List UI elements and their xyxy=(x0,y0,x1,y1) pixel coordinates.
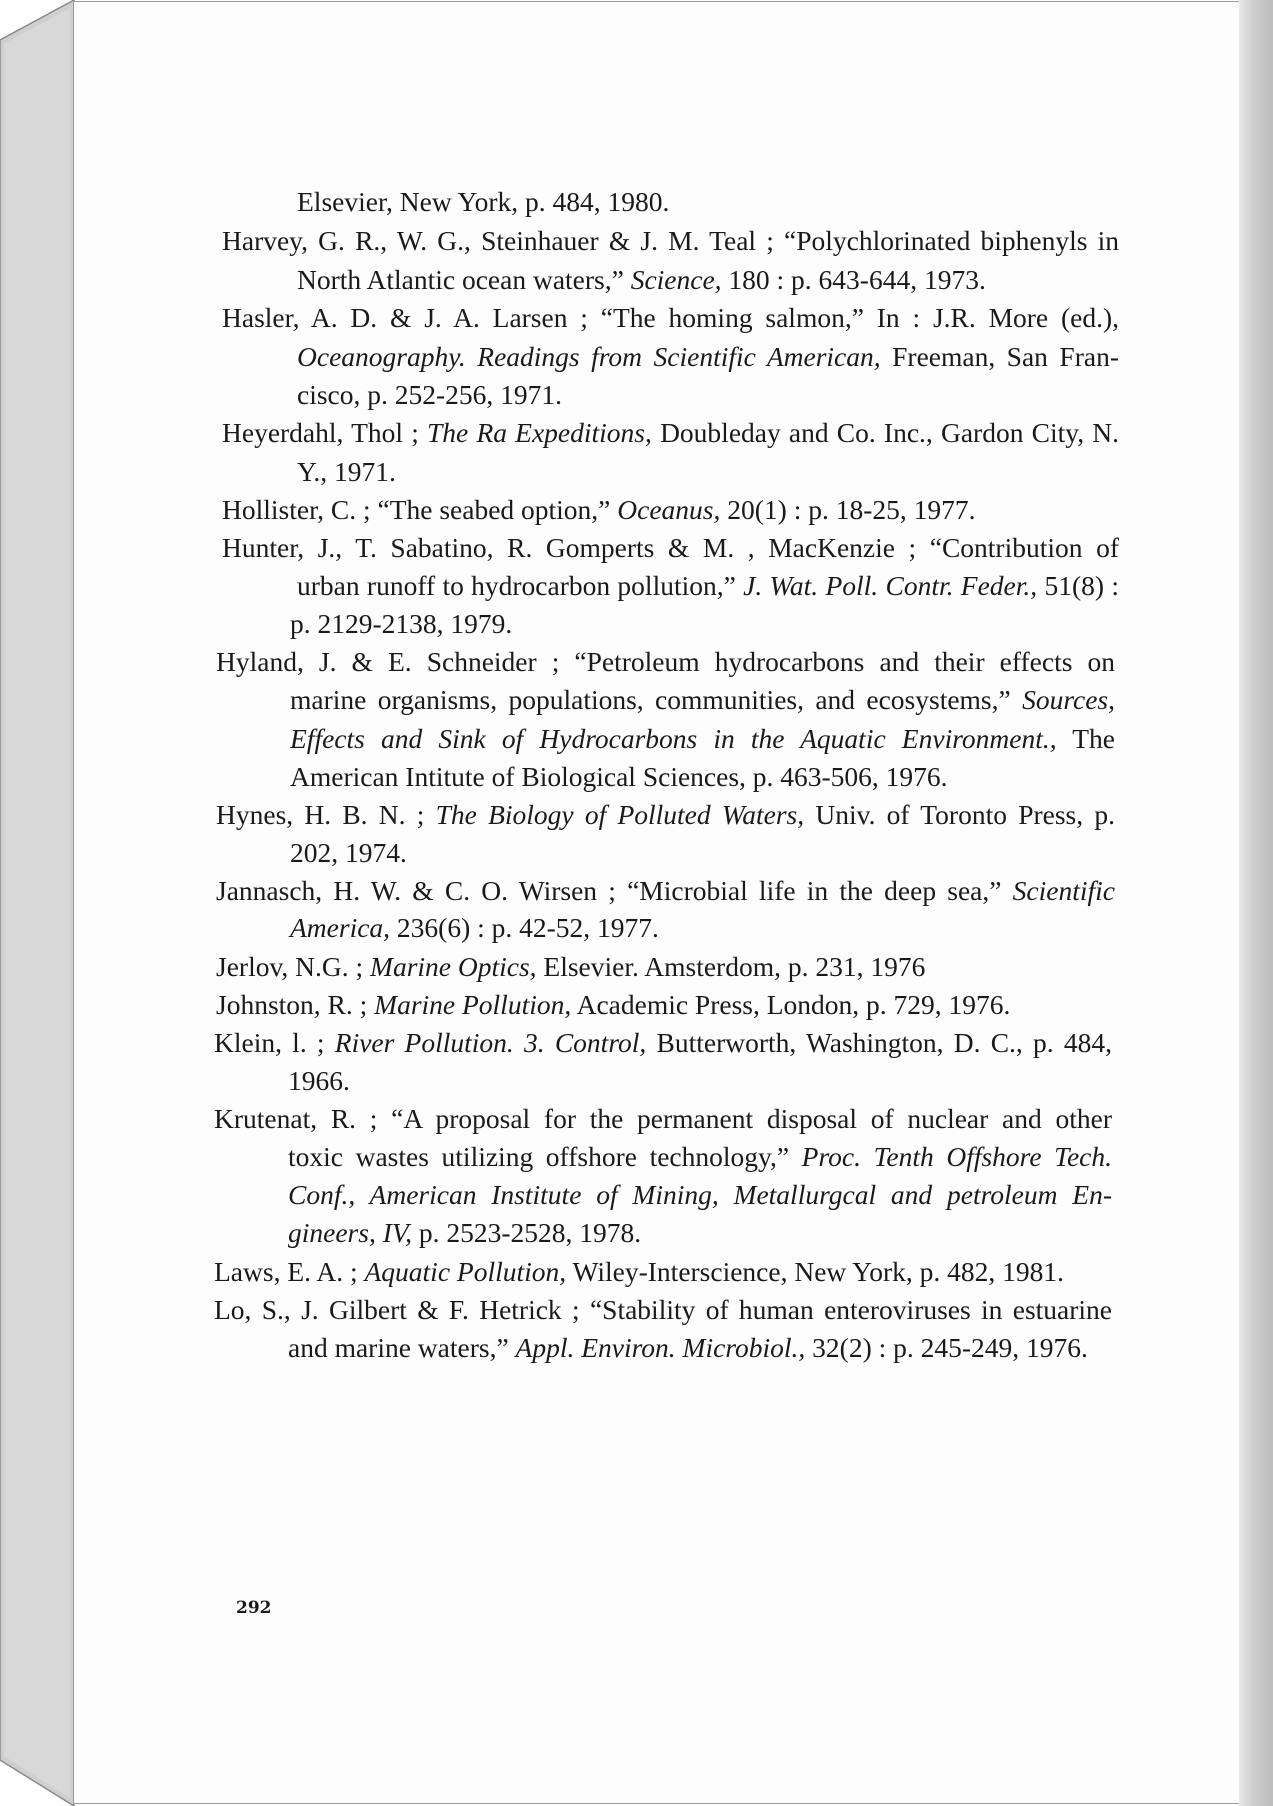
reference-line xyxy=(222,417,1119,453)
reference-text: Doubleday and Co. Inc., Gardon City, N. xyxy=(651,417,1119,448)
reference-italic-text: Oceanography. Readings from Scientific American, xyxy=(297,341,881,372)
reference-line xyxy=(216,951,925,983)
reference-text: Elsevier, New York, p. 484, 1980. xyxy=(297,186,670,217)
reference-text: Laws, E. A. ; xyxy=(214,1256,365,1287)
reference-text: cisco, p. 252-256, 1971. xyxy=(297,379,563,410)
reference-line xyxy=(290,912,659,944)
reference-text: Freeman, San Fran- xyxy=(880,341,1119,372)
reference-text: North Atlantic ocean waters,” xyxy=(297,264,631,295)
reference-line xyxy=(214,1294,1112,1330)
reference-line xyxy=(222,494,976,526)
reference-text: marine organisms, populations, communities, and ecosystems,” xyxy=(290,684,1023,715)
reference-line xyxy=(288,1179,1112,1215)
reference-text: Butterworth, Washington, D. C., p. 484, xyxy=(646,1027,1112,1058)
reference-italic-text: The Ra Expeditions, xyxy=(427,417,652,448)
reference-line xyxy=(290,761,948,793)
reference-text: Jerlov, N.G. ; xyxy=(216,951,371,982)
reference-line xyxy=(297,379,562,411)
reference-text: Hunter, J., T. Sabatino, R. Gomperts & M. , MacKenzie ; “Contribution of xyxy=(222,532,1119,563)
reference-text: and marine waters,” xyxy=(288,1332,516,1363)
reference-text: 32(2) : p. 245-249, 1976. xyxy=(805,1332,1088,1363)
reference-italic-text: Marine Pollution, xyxy=(374,989,572,1020)
reference-text: Krutenat, R. ; “A proposal for the permanent disposal of nuclear and other xyxy=(214,1103,1112,1134)
reference-text: Klein, l. ; xyxy=(214,1027,335,1058)
reference-italic-text: Sources, xyxy=(1022,684,1115,715)
reference-text: American Intitute of Biological Sciences, p. 463-506, 1976. xyxy=(290,761,948,792)
reference-text: Heyerdahl, Thol ; xyxy=(222,417,428,448)
reference-line xyxy=(222,532,1119,568)
reference-line xyxy=(290,723,1115,759)
reference-text: Academic Press, London, p. 729, 1976. xyxy=(571,989,1011,1020)
reference-text: 51(8) : xyxy=(1037,570,1119,601)
reference-text: p. 2523-2528, 1978. xyxy=(412,1217,642,1248)
reference-line xyxy=(288,1332,1088,1364)
reference-italic-text: Conf., American Institute of Mining, Metallurgcal and petroleum En- xyxy=(288,1179,1112,1210)
reference-italic-text: Scientific xyxy=(1012,875,1115,906)
reference-italic-text: J. Wat. Poll. Contr. Feder., xyxy=(743,570,1038,601)
reference-italic-text: River Pollution. 3. Control, xyxy=(334,1027,647,1058)
reference-italic-text: America, xyxy=(290,912,391,943)
reference-text: p. 2129-2138, 1979. xyxy=(290,608,513,639)
reference-text: toxic wastes utilizing offshore technology,” xyxy=(288,1141,802,1172)
reference-line xyxy=(297,264,986,296)
reference-text: Lo, S., J. Gilbert & F. Hetrick ; “Stability of human enteroviruses in estuarine xyxy=(214,1294,1112,1325)
reference-text: 20(1) : p. 18-25, 1977. xyxy=(720,494,976,525)
reference-text: Jannasch, H. W. & C. O. Wirsen ; “Microbial life in the deep sea,” xyxy=(216,875,1013,906)
reference-text: 236(6) : p. 42-52, 1977. xyxy=(390,912,659,943)
reference-italic-text: gineers, IV, xyxy=(288,1217,412,1248)
reference-italic-text: Effects and Sink of Hydrocarbons in the Aquatic Environment., xyxy=(290,723,1057,754)
reference-italic-text: The Biology of Polluted Waters, xyxy=(435,799,805,830)
reference-text: 202, 1974. xyxy=(290,837,407,868)
reference-text: Hynes, H. B. N. ; xyxy=(216,799,436,830)
reference-italic-text: Science, xyxy=(630,264,722,295)
reference-line xyxy=(214,1027,1112,1063)
reference-italic-text: Appl. Environ. Microbiol., xyxy=(515,1332,806,1363)
reference-line xyxy=(214,1256,1064,1288)
reference-line xyxy=(297,186,669,218)
reference-text: urban runoff to hydrocarbon pollution,” xyxy=(297,570,744,601)
reference-line xyxy=(216,989,1010,1021)
reference-line xyxy=(290,684,1115,720)
reference-text: Y., 1971. xyxy=(297,456,396,487)
reference-text: Hasler, A. D. & J. A. Larsen ; “The homing salmon,” In : J.R. More (ed.), xyxy=(222,302,1119,333)
reference-line xyxy=(297,570,1119,606)
reference-text: Hyland, J. & E. Schneider ; “Petroleum hydrocarbons and their effects on xyxy=(216,646,1115,677)
reference-line xyxy=(290,608,512,640)
reference-line xyxy=(288,1141,1112,1177)
reference-italic-text: Marine Optics, xyxy=(370,951,537,982)
reference-line xyxy=(216,875,1115,911)
reference-text: Johnston, R. ; xyxy=(216,989,375,1020)
reference-line xyxy=(288,1217,641,1249)
reference-italic-text: Proc. Tenth Offshore Tech. xyxy=(801,1141,1112,1172)
reference-line xyxy=(297,456,396,488)
reference-line xyxy=(288,1065,350,1097)
reference-text: Harvey, G. R., W. G., Steinhauer & J. M. Teal ; “Polychlorinated biphenyls in xyxy=(222,225,1119,256)
page-number: 292 xyxy=(236,1598,272,1618)
reference-line xyxy=(216,799,1115,835)
reference-text: 1966. xyxy=(288,1065,350,1096)
reference-line xyxy=(222,225,1119,261)
reference-italic-text: Oceanus, xyxy=(617,494,721,525)
reference-line xyxy=(290,837,407,869)
reference-line xyxy=(297,341,1119,377)
reference-italic-text: Aquatic Pollution, xyxy=(364,1256,567,1287)
reference-line xyxy=(222,302,1119,338)
reference-text: The xyxy=(1056,723,1115,754)
reference-text: Hollister, C. ; “The seabed option,” xyxy=(222,494,618,525)
reference-line xyxy=(216,646,1115,682)
reference-text: Elsevier. Amsterdom, p. 231, 1976 xyxy=(536,951,926,982)
reference-text: Wiley-Interscience, New York, p. 482, 1981. xyxy=(566,1256,1065,1287)
reference-text: 180 : p. 643-644, 1973. xyxy=(721,264,986,295)
reference-line xyxy=(214,1103,1112,1139)
reference-text: Univ. of Toronto Press, p. xyxy=(804,799,1115,830)
